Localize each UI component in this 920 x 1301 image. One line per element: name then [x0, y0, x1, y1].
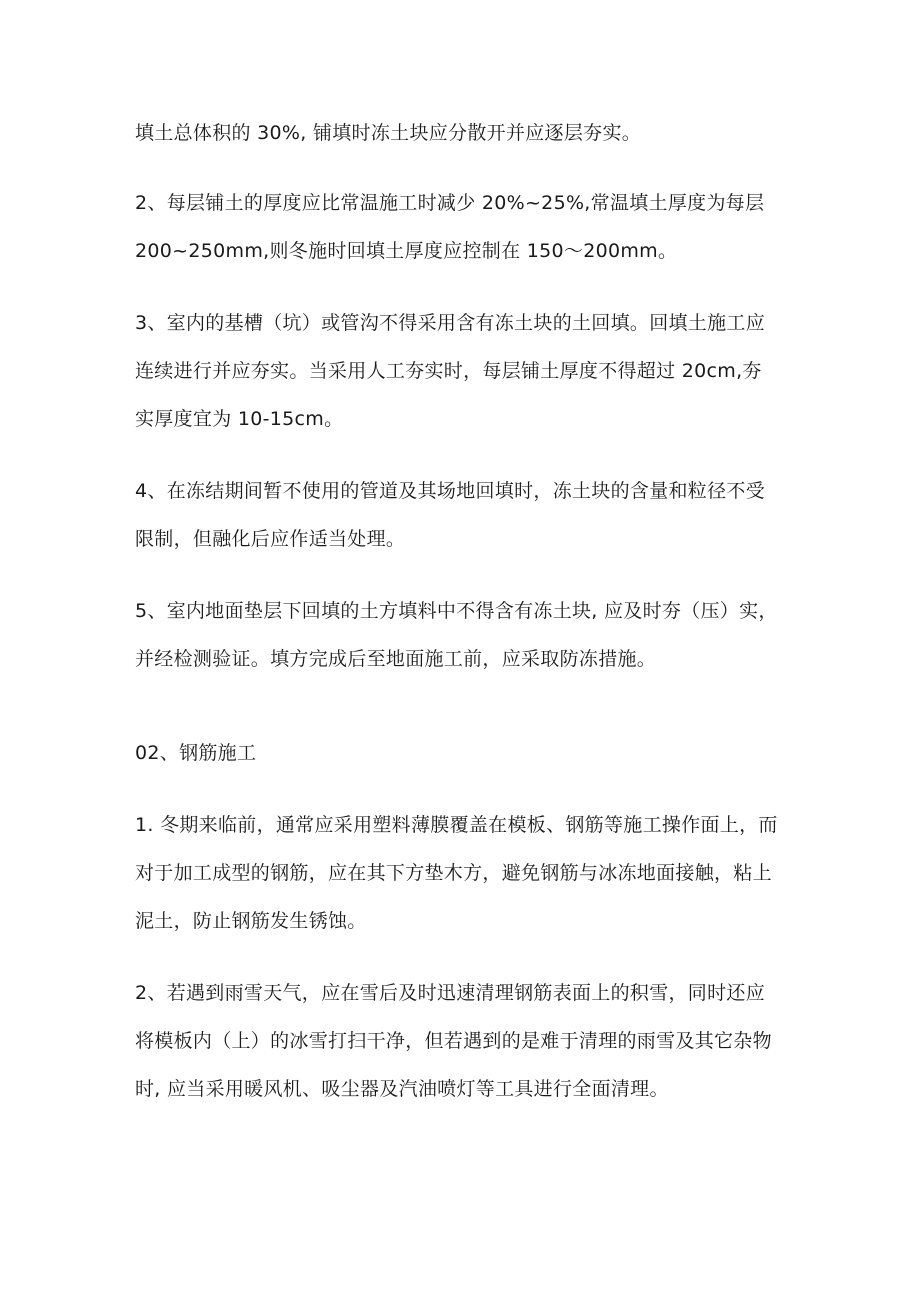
- paragraph-line: 时, 应当采用暖风机、吸尘器及汽油喷灯等工具进行全面清理。: [135, 1078, 669, 1100]
- paragraph-line: 实厚度宜为 10-15cm。: [135, 408, 344, 430]
- paragraph-line: 对于加工成型的钢筋，应在其下方垫木方，避免钢筋与冰冻地面接触，粘上: [135, 862, 772, 884]
- paragraph-line: 并经检测验证。填方完成后至地面施工前，应采取防冻措施。: [135, 648, 657, 670]
- paragraph-line: 泥土，防止钢筋发生锈蚀。: [135, 910, 367, 932]
- paragraph-line: 1. 冬期来临前，通常应采用塑料薄膜覆盖在模板、钢筋等施工操作面上，而: [135, 814, 778, 836]
- paragraph-line: 将模板内（上）的冰雪打扫干净，但若遇到的是难于清理的雨雪及其它杂物: [135, 1030, 772, 1052]
- paragraph-line: 2、若遇到雨雪天气，应在雪后及时迅速清理钢筋表面上的积雪，同时还应: [135, 982, 765, 1004]
- paragraph-line: 4、在冻结期间暂不使用的管道及其场地回填时，冻土块的含量和粒径不受: [135, 480, 765, 502]
- section-heading: 02、钢筋施工: [135, 742, 257, 764]
- paragraph-line: 5、室内地面垫层下回填的土方填料中不得含有冻土块, 应及时夯（压）实，: [135, 600, 778, 622]
- paragraph-line: 3、室内的基槽（坑）或管沟不得采用含有冻土块的土回填。回填土施工应: [135, 312, 765, 334]
- paragraph-line: 限制，但融化后应作适当处理。: [135, 528, 406, 550]
- paragraph-line: 填土总体积的 30%, 铺填时冻土块应分散开并应逐层夯实。: [135, 122, 642, 144]
- paragraph-line: 200~250mm,则冬施时回填土厚度应控制在 150～200mm。: [135, 240, 678, 262]
- paragraph-line: 2、每层铺土的厚度应比常温施工时减少 20%~25%,常温填土厚度为每层: [135, 192, 765, 214]
- paragraph-line: 连续进行并应夯实。当采用人工夯实时，每层铺土厚度不得超过 20cm,夯: [135, 360, 762, 382]
